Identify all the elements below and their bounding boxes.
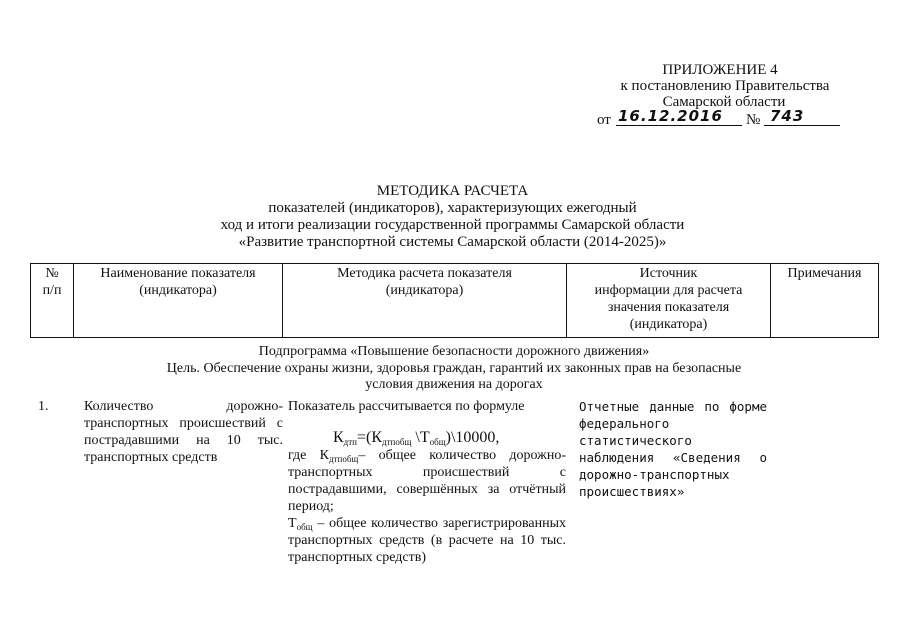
column-header-line: Источник <box>639 266 698 281</box>
method-definition-2 <box>288 515 566 566</box>
appendix-block <box>560 62 850 130</box>
def1-pre: где К <box>288 448 330 463</box>
indicator-name: Количество дорожно-транспортных происшествий с пострадавшими на 10 тыс. транспортных средств <box>84 399 283 465</box>
column-header-line: (индикатора) <box>629 317 708 332</box>
column-header-line: информации для расчета <box>594 283 743 298</box>
method-intro: Показатель рассчитывается по формуле <box>288 399 525 414</box>
def2-sub: общ <box>296 522 313 532</box>
column-header-source <box>567 264 771 338</box>
def2-text: – общее количество зарегистрированных транспортных средств (в расчете на 10 тыс. транспортных средств) <box>288 516 566 565</box>
appendix-line-1: к постановлению Правительства <box>620 78 830 94</box>
heading-line-2: ход и итоги реализации государственной программы Самарской области <box>220 217 685 233</box>
formula-k2-sub: дтпобщ <box>382 437 412 447</box>
column-header-line: Наименование показателя <box>100 266 256 281</box>
date-prefix: от <box>597 112 611 128</box>
date-underline <box>616 125 742 126</box>
subprogram-title: Подпрограмма «Повышение безопасности дорожного движения» <box>258 344 650 359</box>
formula-k-sub: дтп <box>343 437 358 447</box>
goal-line-1: Цель. Обеспечение охраны жизни, здоровья граждан, гарантий их законных прав на безопасные <box>166 361 742 376</box>
column-header-line: № <box>45 266 59 281</box>
def2-pre: Т <box>288 516 297 531</box>
number-prefix: № <box>746 112 761 128</box>
document-title: МЕТОДИКА РАСЧЕТА <box>376 183 529 199</box>
column-header-line: Методика расчета показателя <box>337 266 512 281</box>
goal-line-2: условия движения на дорогах <box>365 377 543 392</box>
formula-t-sub: общ <box>429 437 446 447</box>
formula <box>288 429 566 447</box>
formula-k: К <box>333 429 344 446</box>
column-header-method <box>283 264 567 338</box>
def1-text: – общее количество дорожно-транспортных происшествий с пострадавшими, совершённых за отчётный период; <box>288 448 566 514</box>
date-handwritten: 16.12.2016 <box>618 107 723 125</box>
def1-sub: дтпобщ <box>329 454 359 464</box>
heading-line-1: показателей (индикаторов), характеризующих ежегодный <box>268 200 637 216</box>
column-header-line: Примечания <box>787 266 862 281</box>
column-header-name <box>74 264 283 338</box>
row-number: 1. <box>38 399 49 414</box>
methodology-table <box>30 263 879 338</box>
appendix-title: ПРИЛОЖЕНИЕ 4 <box>662 62 778 78</box>
heading-line-3: «Развитие транспортной системы Самарской области (2014-2025)» <box>238 234 667 250</box>
appendix-date-row <box>560 107 850 130</box>
column-header-notes <box>771 264 879 338</box>
source-cell: Отчетные данные по форме федерального статистического наблюдения «Сведения о дорожно-транспортных происшествиях» <box>579 399 767 499</box>
formula-eq: =(К <box>357 429 383 446</box>
formula-end: )\10000, <box>445 429 500 446</box>
appendix-line-2: Самарской области <box>662 94 786 110</box>
column-header-line: (индикатора) <box>385 283 464 298</box>
formula-mid: \Т <box>411 429 430 446</box>
column-header-number <box>31 264 74 338</box>
number-underline <box>764 125 840 126</box>
column-header-line: значения показателя <box>607 300 730 315</box>
number-handwritten: 743 <box>770 107 805 125</box>
spacer <box>288 415 566 429</box>
table-header-row <box>31 264 879 338</box>
document-heading <box>0 183 905 251</box>
column-header-line: п/п <box>42 283 62 298</box>
method-cell <box>288 398 566 566</box>
column-header-line: (индикатора) <box>139 283 217 298</box>
method-definition-1 <box>288 447 566 515</box>
